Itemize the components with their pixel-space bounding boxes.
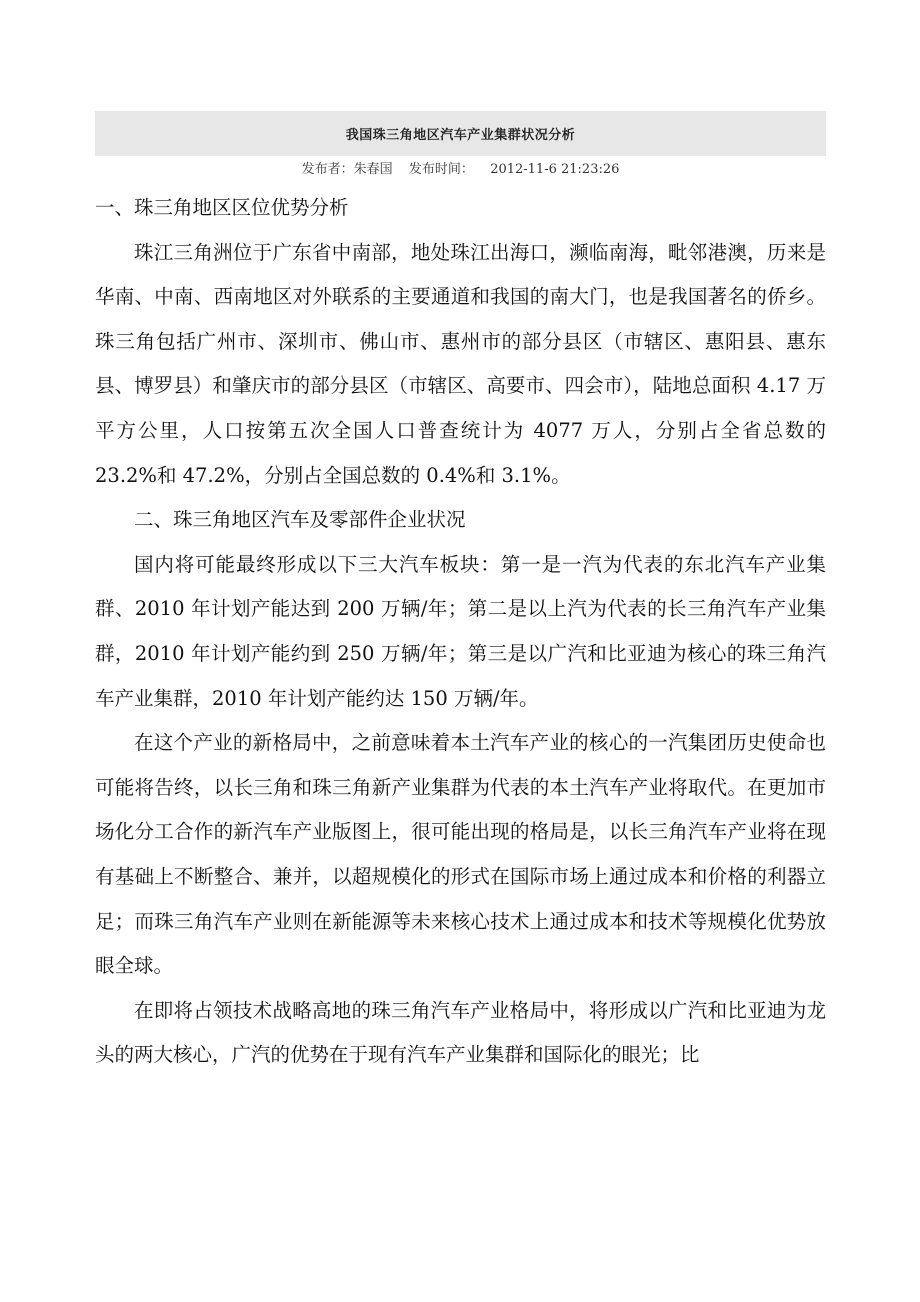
article-meta (95, 161, 826, 179)
paragraph-two-cores: 在即将占领技术战略高地的珠三角汽车产业格局中，将形成以广汽和比亚迪为龙头的两大核心，广汽的优势在于现有汽车产业集群和国际化的眼光；比 (95, 998, 826, 1067)
publisher-label: 发布者：朱春国 (301, 162, 393, 177)
section-heading-location: 一、珠三角地区区位优势分析 (95, 196, 349, 219)
paragraph-location-overview: 珠江三角洲位于广东省中南部，地处珠江出海口，濒临南海，毗邻港澳，历来是华南、中南、西南地区对外联系的主要通道和我国的南大门，也是我国著名的侨乡。珠三角包括广州市、深圳市、佛山市、惠州市的部分县区（市辖区、惠阳县、惠东县、博罗县）和肇庆市的部分县区（市辖区、高要市、四会市），陆地总面积 4.17 万平方公里，人口按第五次全国人口普查统计为 4077 万人，分别占全省总数的 23.2%和 47.2%，分别占全国总数的 0.4%和 3.1%。 (95, 240, 826, 487)
article-body (95, 186, 826, 1078)
paragraph-new-pattern: 在这个产业的新格局中，之前意味着本土汽车产业的核心的一汽集团历史使命也可能将告终，以长三角和珠三角新产业集群为代表的本土汽车产业将取代。在更加市场化分工合作的新汽车产业版图上，很可能出现的格局是，以长三角汽车产业将在现有基础上不断整合、兼并，以超规模化的形式在国际市场上通过成本和价格的利器立足；而珠三角汽车产业则在新能源等未来核心技术上通过成本和技术等规模化优势放眼全球。 (95, 731, 826, 978)
publish-time-value: 2012-11-6 21:23:26 (490, 162, 620, 177)
article-title-bar (95, 111, 826, 156)
section-heading-enterprises: 二、珠三角地区汽车及零部件企业状况 (134, 508, 466, 532)
paragraph-three-clusters: 国内将可能最终形成以下三大汽车板块：第一是一汽为代表的东北汽车产业集群、2010 年计划产能达到 200 万辆/年；第二是以上汽为代表的长三角汽车产业集群，2010 年计划产能约到 250 万辆/年；第三是以广汽和比亚迪为核心的珠三角汽车产业集群，2010 年计划产能约达 150 万辆/年。 (95, 552, 826, 710)
publish-time-label: 发布时间： (408, 162, 474, 177)
article-title: 我国珠三角地区汽车产业集群状况分析 (345, 128, 576, 143)
